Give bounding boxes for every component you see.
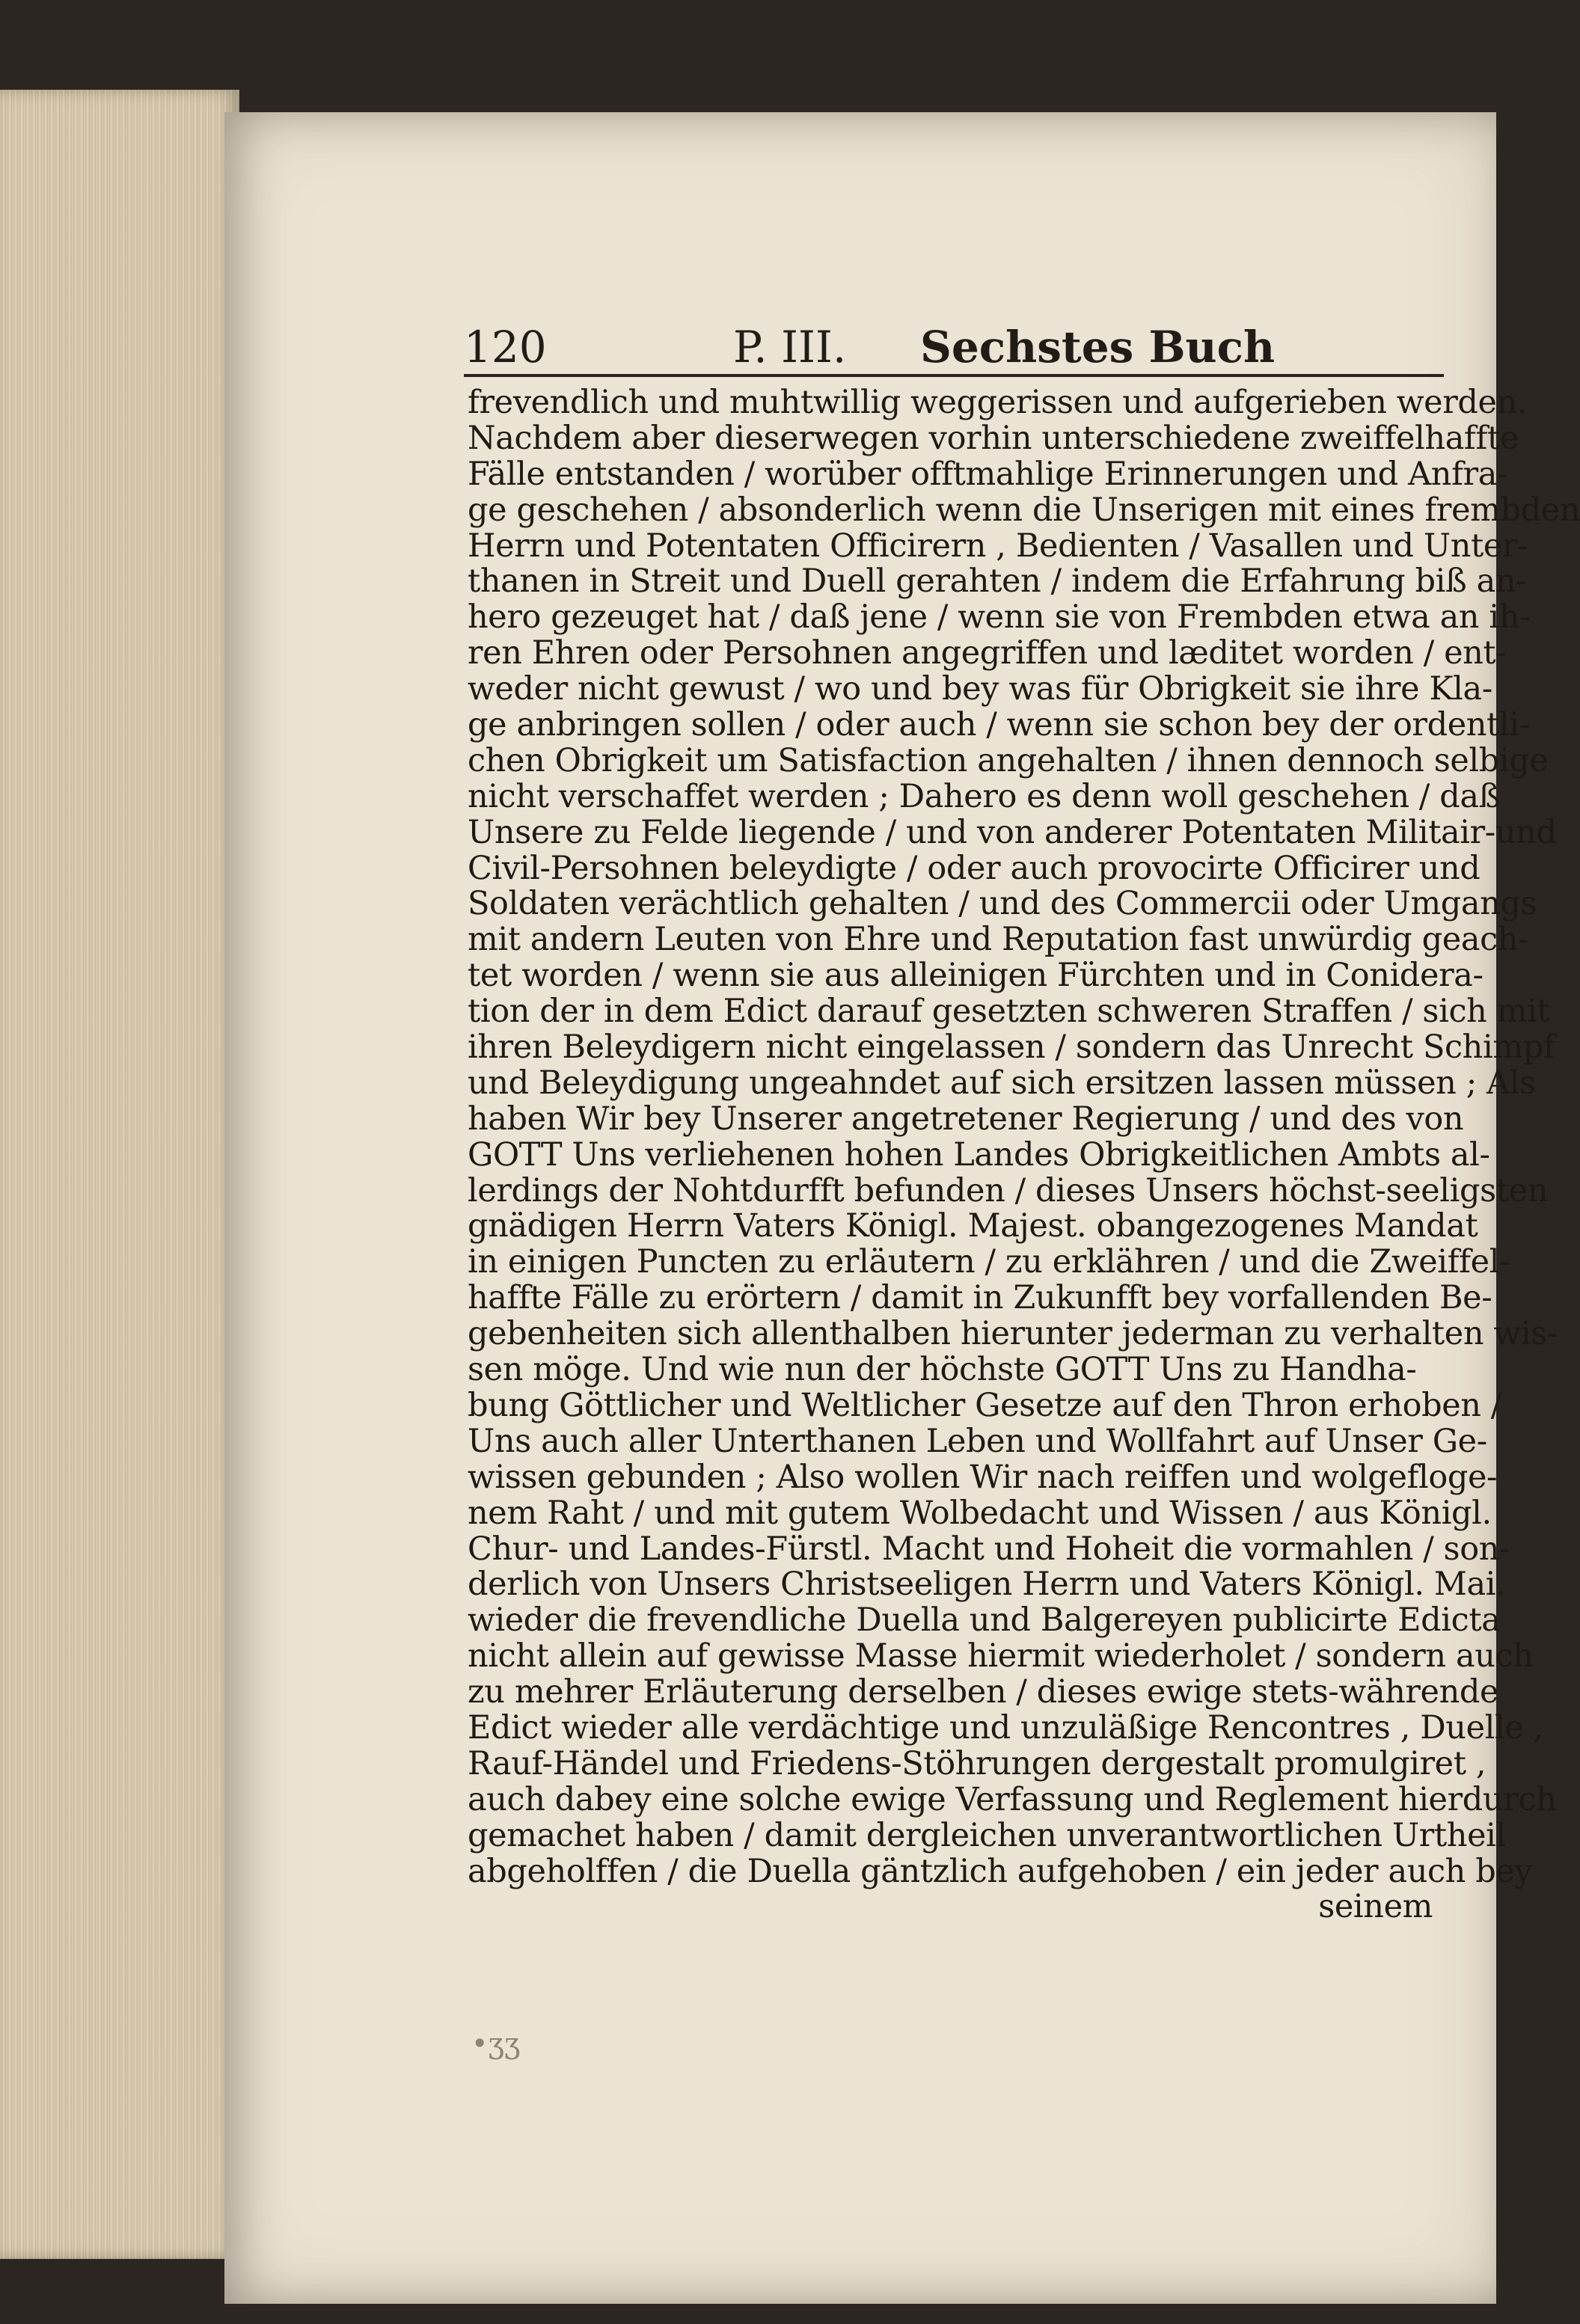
text-line: Unsere zu Felde liegende / und von anderer Potentaten Militair-und <box>468 813 1557 851</box>
text-line: seinem <box>1318 1888 1433 1926</box>
text-line: tet worden / wenn sie aus alleinigen Fürchten und in Conidera- <box>468 957 1483 995</box>
book-title: Sechstes Buch <box>920 322 1276 372</box>
text-line: Fälle entstanden / worüber offtmahlige Erinnerungen und Anfra- <box>468 455 1508 493</box>
text-line: chen Obrigkeit um Satisfaction angehalten / ihnen dennoch selbige <box>468 741 1549 779</box>
signature-mark: •ʒʒ <box>471 2027 521 2060</box>
part-label: P. III. <box>733 322 847 372</box>
text-line: GOTT Uns verliehenen hohen Landes Obrigkeitlichen Ambts al- <box>468 1135 1490 1174</box>
text-line: ren Ehren oder Persohnen angegriffen und læditet worden / ent- <box>468 634 1507 672</box>
page-number: 120 <box>464 322 547 372</box>
text-line: gebenheiten sich allenthalben hierunter jederman zu verhalten wis- <box>468 1315 1558 1353</box>
page-edges <box>0 90 239 2259</box>
running-header <box>464 314 1444 377</box>
text-line: bung Göttlicher und Weltlicher Gesetze auf den Thron erhoben / <box>468 1386 1501 1424</box>
text-line: Rauf-Händel und Friedens-Stöhrungen dergestalt promulgiret , <box>468 1744 1486 1782</box>
text-line: nicht verschaffet werden ; Dahero es denn woll geschehen / daß <box>468 777 1500 815</box>
body-text <box>468 384 1580 1926</box>
text-line: frevendlich und muhtwillig weggerissen und aufgerieben werden. <box>468 384 1528 421</box>
text-line: ihren Beleydigern nicht eingelassen / sondern das Unrecht Schimpf <box>468 1028 1555 1067</box>
text-line: weder nicht gewust / wo und bey was für Obrigkeit sie ihre Kla- <box>468 670 1492 708</box>
text-line: ge geschehen / absonderlich wenn die Unserigen mit eines frembden <box>468 491 1580 529</box>
text-line: thanen in Streit und Duell gerahten / indem die Erfahrung biß an- <box>468 562 1527 601</box>
text-line: Uns auch aller Unterthanen Leben und Wollfahrt auf Unser Ge- <box>468 1422 1487 1460</box>
text-line: hero gezeuget hat / daß jene / wenn sie von Frembden etwa an ih- <box>468 598 1531 637</box>
text-line: gnädigen Herrn Vaters Königl. Majest. obangezogenes Mandat <box>468 1207 1478 1245</box>
text-line: in einigen Puncten zu erläutern / zu erklähren / und die Zweiffel- <box>468 1243 1510 1281</box>
text-line: Nachdem aber dieserwegen vorhin unterschiedene zweiffelhaffte <box>468 419 1519 457</box>
text-line: tion der in dem Edict darauf gesetzten schweren Straffen / sich mit <box>468 993 1550 1031</box>
text-line: abgeholffen / die Duella gäntzlich aufgehoben / ein jeder auch bey <box>468 1852 1533 1890</box>
text-line: haben Wir bey Unserer angetretener Regierung / und des von <box>468 1100 1464 1138</box>
text-line: Edict wieder alle verdächtige und unzuläßige Rencontres , Duelle , <box>468 1708 1543 1747</box>
text-line: ge anbringen sollen / oder auch / wenn sie schon bey der ordentli- <box>468 706 1530 744</box>
text-line: derlich von Unsers Christseeligen Herrn und Vaters Königl. Mai. <box>468 1566 1506 1604</box>
text-line: nem Raht / und mit gutem Wolbedacht und Wissen / aus Königl. <box>468 1494 1492 1532</box>
text-line: wieder die frevendliche Duella und Balgereyen publicirte Edicta <box>468 1601 1501 1640</box>
text-line: wissen gebunden ; Also wollen Wir nach reiffen und wolgefloge- <box>468 1458 1498 1496</box>
text-line: sen möge. Und wie nun der höchste GOTT Uns zu Handha- <box>468 1351 1417 1389</box>
text-line: mit andern Leuten von Ehre und Reputation fast unwürdig geach- <box>468 921 1529 959</box>
text-line: auch dabey eine solche ewige Verfassung und Reglement hierdurch <box>468 1780 1557 1818</box>
text-line: Herrn und Potentaten Officirern , Bedienten / Vasallen und Unter- <box>468 527 1528 565</box>
text-line: nicht allein auf gewisse Masse hiermit wiederholet / sondern auch <box>468 1637 1534 1675</box>
text-line: Civil-Persohnen beleydigte / oder auch provocirte Officirer und <box>468 849 1481 887</box>
text-line: lerdings der Nohtdurfft befunden / dieses Unsers höchst-seeligsten <box>468 1171 1549 1209</box>
text-line: zu mehrer Erläuterung derselben / dieses ewige stets-währende <box>468 1673 1499 1711</box>
text-line: Soldaten verächtlich gehalten / und des Commercii oder Umgangs <box>468 885 1537 923</box>
text-line: und Beleydigung ungeahndet auf sich ersitzen lassen müssen ; Als <box>468 1064 1536 1102</box>
text-line: gemachet haben / damit dergleichen unverantwortlichen Urtheil <box>468 1816 1506 1854</box>
text-line: Chur- und Landes-Fürstl. Macht und Hoheit die vormahlen / son- <box>468 1530 1510 1568</box>
text-line: haffte Fälle zu erörtern / damit in Zukunfft bey vorfallenden Be- <box>468 1279 1492 1317</box>
